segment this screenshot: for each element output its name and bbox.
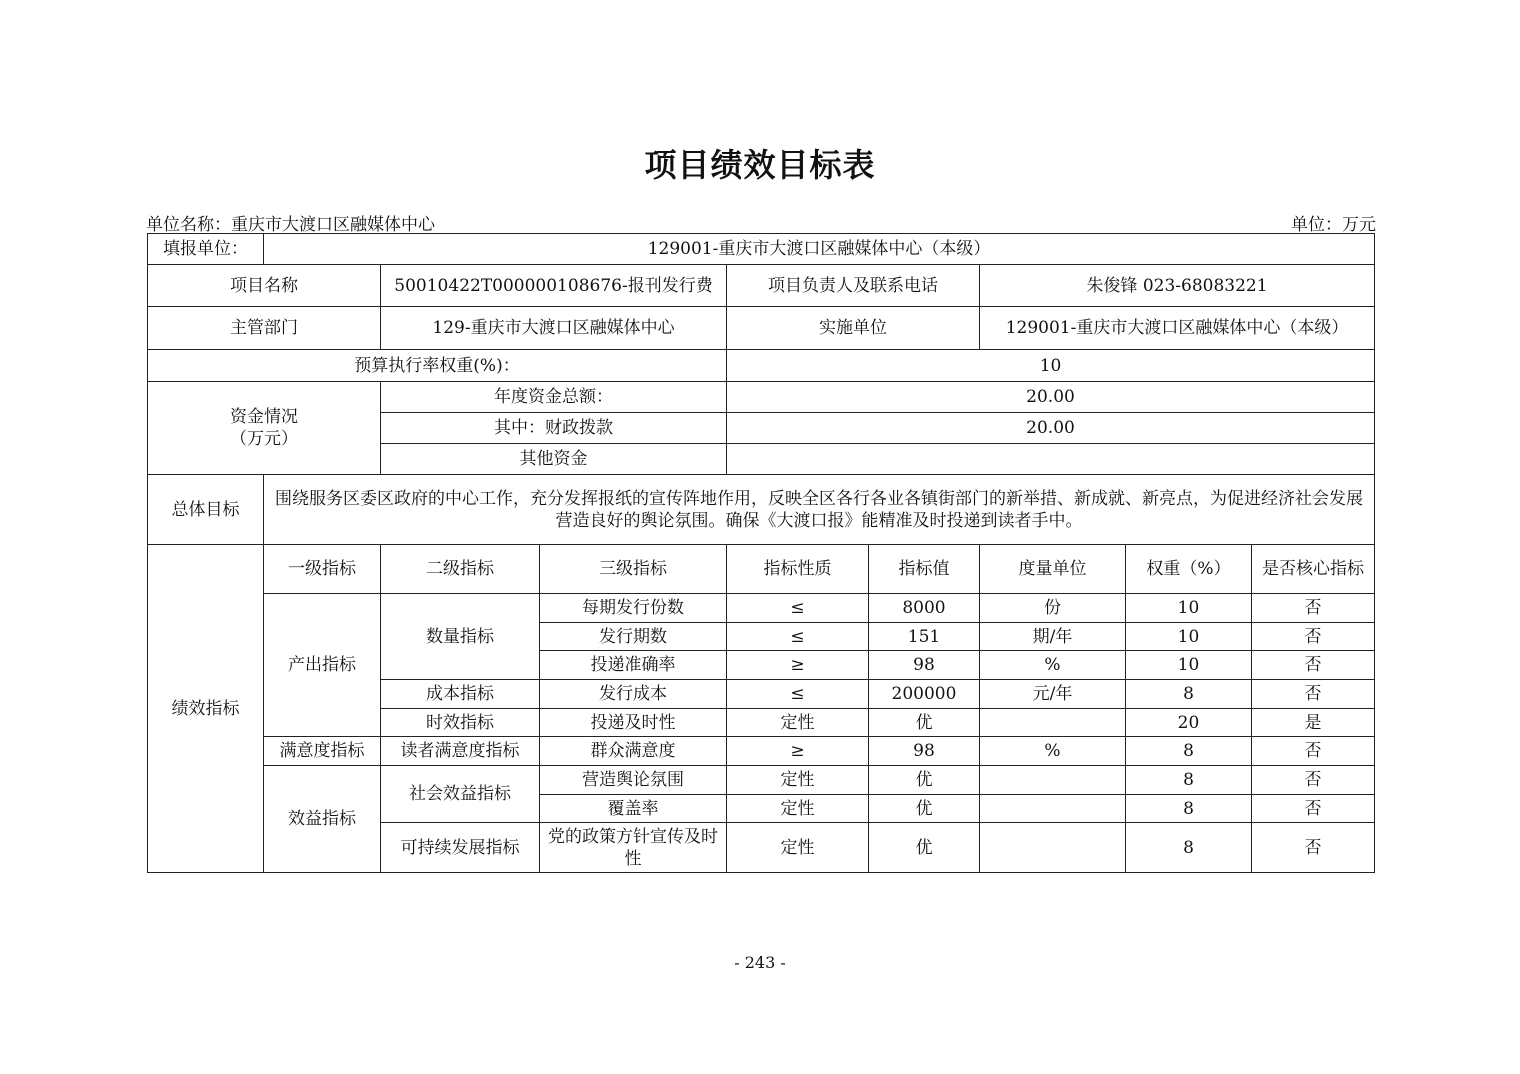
level3-cell: 投递准确率 [540,651,727,680]
project-owner-label: 项目负责人及联系电话 [727,265,980,307]
nature-cell: ≤ [727,623,869,651]
goal-label: 总体目标 [148,475,264,545]
header-level3: 三级指标 [540,545,727,594]
goal-text: 围绕服务区委区政府的中心工作，充分发挥报纸的宣传阵地作用，反映全区各行各业各镇街部门的新举措、新成就、新亮点，为促进经济社会发展营造良好的舆论氛围。确保《大渡口报》能精准及时投递到读者手中。 [264,475,1375,545]
header-unit: 度量单位 [980,545,1126,594]
nature-cell: 定性 [727,823,869,873]
funds-other-label: 其他资金 [381,444,727,475]
project-owner-value: 朱俊锋 023-68083221 [980,265,1375,307]
table-row [148,766,1375,795]
fill-unit-label: 填报单位： [148,234,264,265]
value-cell: 151 [869,623,980,651]
perf-label: 绩效指标 [148,545,264,873]
funds-label-line1: 资金情况 [230,407,298,427]
level3-cell: 每期发行份数 [540,594,727,623]
funds-fiscal-label: 其中：财政拨款 [381,413,727,444]
impl-label: 实施单位 [727,307,980,350]
currency-unit: 单位：万元 [1291,215,1376,235]
header-nature: 指标性质 [727,545,869,594]
core-cell: 否 [1252,737,1375,766]
level1-benefit: 效益指标 [264,766,381,873]
page-number: - 243 - [734,953,786,972]
level3-cell: 发行成本 [540,680,727,709]
project-name-label: 项目名称 [148,265,381,307]
funds-total-value: 20.00 [727,382,1375,413]
nature-cell: 定性 [727,795,869,823]
funds-label [148,382,381,475]
weight-cell: 8 [1126,680,1252,709]
unit-cell [980,795,1126,823]
goal-row [148,475,1375,545]
value-cell: 优 [869,823,980,873]
budget-weight-label: 预算执行率权重(%)： [148,350,727,382]
value-cell: 8000 [869,594,980,623]
value-cell: 98 [869,651,980,680]
unit-cell: % [980,651,1126,680]
performance-target-table [147,233,1375,873]
unit-cell [980,709,1126,737]
funds-other-value [727,444,1375,475]
weight-cell: 20 [1126,709,1252,737]
nature-cell: ≤ [727,594,869,623]
level3-cell: 投递及时性 [540,709,727,737]
level2-social-benefit: 社会效益指标 [381,766,540,823]
perf-header-row [148,545,1375,594]
funds-total-row [148,382,1375,413]
core-cell: 否 [1252,795,1375,823]
nature-cell: ≤ [727,680,869,709]
funds-fiscal-value: 20.00 [727,413,1375,444]
value-cell: 优 [869,709,980,737]
header-core: 是否核心指标 [1252,545,1375,594]
value-cell: 优 [869,795,980,823]
level2-quantity: 数量指标 [381,594,540,680]
unit-name: 单位名称：重庆市大渡口区融媒体中心 [146,215,435,235]
core-cell: 否 [1252,651,1375,680]
weight-cell: 10 [1126,623,1252,651]
dept-row [148,307,1375,350]
level3-cell: 发行期数 [540,623,727,651]
core-cell: 否 [1252,823,1375,873]
level3-cell: 党的政策方针宣传及时性 [540,823,727,873]
weight-cell: 10 [1126,594,1252,623]
nature-cell: 定性 [727,709,869,737]
value-cell: 98 [869,737,980,766]
project-row [148,265,1375,307]
level3-cell: 群众满意度 [540,737,727,766]
dept-label: 主管部门 [148,307,381,350]
level3-cell: 营造舆论氛围 [540,766,727,795]
nature-cell: ≥ [727,651,869,680]
level2-timeliness: 时效指标 [381,709,540,737]
core-cell: 否 [1252,680,1375,709]
unit-cell [980,766,1126,795]
core-cell: 否 [1252,623,1375,651]
fill-unit-value: 129001-重庆市大渡口区融媒体中心（本级） [264,234,1375,265]
table-row [148,594,1375,623]
funds-label-line2: （万元） [230,429,298,449]
level1-output: 产出指标 [264,594,381,737]
core-cell: 是 [1252,709,1375,737]
header-weight: 权重（%） [1126,545,1252,594]
value-cell: 优 [869,766,980,795]
value-cell: 200000 [869,680,980,709]
core-cell: 否 [1252,594,1375,623]
weight-cell: 8 [1126,823,1252,873]
weight-cell: 10 [1126,651,1252,680]
unit-cell: % [980,737,1126,766]
header-level2: 二级指标 [381,545,540,594]
weight-cell: 8 [1126,737,1252,766]
level2-cost: 成本指标 [381,680,540,709]
unit-cell: 元/年 [980,680,1126,709]
page-title: 项目绩效目标表 [644,146,876,184]
unit-cell: 份 [980,594,1126,623]
funds-total-label: 年度资金总额： [381,382,727,413]
level3-cell: 覆盖率 [540,795,727,823]
nature-cell: 定性 [727,766,869,795]
budget-weight-value: 10 [727,350,1375,382]
nature-cell: ≥ [727,737,869,766]
level2-reader-satisfaction: 读者满意度指标 [381,737,540,766]
core-cell: 否 [1252,766,1375,795]
impl-value: 129001-重庆市大渡口区融媒体中心（本级） [980,307,1375,350]
header-value: 指标值 [869,545,980,594]
dept-value: 129-重庆市大渡口区融媒体中心 [381,307,727,350]
project-name-value: 50010422T000000108676-报刊发行费 [381,265,727,307]
table-row [148,737,1375,766]
weight-cell: 8 [1126,766,1252,795]
budget-weight-row [148,350,1375,382]
level2-sustainable: 可持续发展指标 [381,823,540,873]
weight-cell: 8 [1126,795,1252,823]
header-level1: 一级指标 [264,545,381,594]
fill-unit-row [148,234,1375,265]
unit-cell [980,823,1126,873]
level1-satisfaction: 满意度指标 [264,737,381,766]
unit-cell: 期/年 [980,623,1126,651]
